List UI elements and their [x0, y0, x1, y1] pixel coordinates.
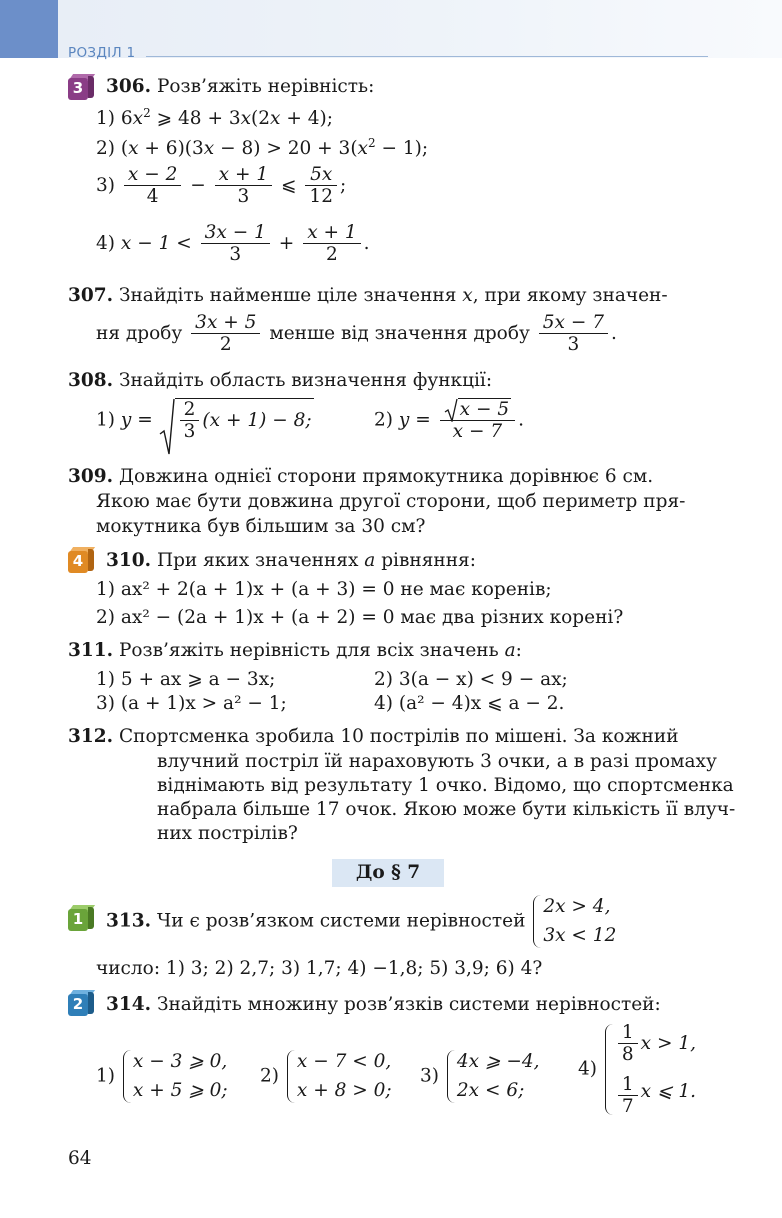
problem-306-item-4: 4) x − 1 < $\frac{3x - 1}{3}$ + $\frac{x + 1}{2}$ . [96, 222, 370, 266]
problem-312-line-2: влучний постріл їй нараховують 3 очки, а в разі промаху [157, 751, 717, 772]
problem-308-item-2: 2) y = $\frac{x - 5}{x - 7}$ . [374, 399, 524, 443]
problem-310-item-2: 2) ax² − (2a + 1)x + (a + 2) = 0 має два різних корені? [96, 607, 624, 628]
problem-306-item-1: 1) $6x^2$ ⩾ 48 + 3x(2x + 4); [96, 106, 333, 130]
level-3-cube-icon: 3 [68, 74, 94, 100]
problem-311-item-3: 3) (a + 1)x > a² − 1; [96, 693, 287, 714]
problem-311-item-2: 2) 3(a − x) < 9 − ax; [374, 669, 568, 690]
fraction: $\frac{x - 5}{x - 7}$ [440, 398, 515, 443]
level-4-cube-icon: 4 [68, 547, 94, 573]
problem-312-line-4: набрала більше 17 очок. Якою може бути кількість її влуч- [157, 799, 736, 820]
problem-311-item-1: 1) 5 + ax ⩾ a − 3x; [96, 669, 276, 690]
problem-306-title: 306. Розв’яжіть нерівність: [106, 76, 375, 97]
problem-312-line-3: віднімають від результату 1 очко. Відомо, що спортсменка [157, 775, 734, 796]
problem-314-system-1: 1) x − 3 ⩾ 0, x + 5 ⩾ 0; [96, 1048, 228, 1105]
fraction: $\frac{x + 1}{3}$ [215, 164, 272, 208]
problem-311-title: 311. Розв’яжіть нерівність для всіх значень a: [68, 640, 522, 661]
problem-310-item-1: 1) ax² + 2(a + 1)x + (a + 3) = 0 не має коренів; [96, 579, 552, 600]
page-number: 64 [68, 1148, 92, 1169]
problem-306-item-3: 3) $\frac{x - 2}{4}$ − $\frac{x + 1}{3}$ ⩽ $\frac{5x}{12}$ ; [96, 164, 347, 208]
problem-314-system-2: 2) x − 7 < 0, x + 8 > 0; [260, 1048, 392, 1105]
problem-309-line-2: Якою має бути довжина другої сторони, щоб периметр пря- [96, 491, 686, 512]
section-subheading: До § 7 [332, 859, 444, 887]
problem-311-item-4: 4) (a² − 4)x ⩽ a − 2. [374, 693, 565, 714]
fraction: $\frac{x - 2}{4}$ [124, 164, 181, 208]
problem-306-item-2: 2) $(x + 6)(3x - 8) > 20 + 3(x^2 - 1)$; [96, 136, 429, 160]
fraction: $\frac{3x - 1}{3}$ [201, 222, 270, 266]
level-1-cube-icon: 1 [68, 905, 94, 931]
fraction: $\frac{5x - 7}{3}$ [539, 312, 608, 356]
fraction: $\frac{3x + 5}{2}$ [191, 312, 260, 356]
section-label: РОЗДІЛ 1 [68, 45, 136, 61]
problem-313-options: число: 1) 3; 2) 2,7; 3) 1,7; 4) −1,8; 5) 3,9; 6) 4? [96, 958, 543, 979]
fraction: $\frac{5x}{12}$ [305, 164, 337, 208]
section-rule [146, 56, 708, 57]
fraction: $\frac{x + 1}{2}$ [303, 222, 360, 266]
corner-block [0, 0, 58, 58]
problem-308-item-1: 1) y = $\frac{2}{3}$ (x + 1) − 8; [96, 398, 314, 443]
problem-312-line-1: 312. Спортсменка зробила 10 пострілів по мішені. За кожний [68, 726, 679, 747]
problem-309-line-3: мокутника був більшим за 30 см? [96, 516, 426, 537]
problem-314-system-4: 4) $\frac{1}{8}$ x > 1, $\frac{1}{7}$ x ⩽ 1. [578, 1022, 697, 1117]
problem-307-line-1: 307. Знайдіть найменше ціле значення x, при якому значен- [68, 285, 668, 306]
fraction: $\frac{2}{3}$ [180, 399, 200, 443]
problem-313-title: 313. Чи є розв’язком системи нерівностей 2x > 4, 3x < 12 [106, 893, 616, 950]
problem-314-system-3: 3) 4x ⩾ −4, 2x < 6; [420, 1048, 540, 1105]
level-2-cube-icon: 2 [68, 990, 94, 1016]
problem-312-line-5: них пострілів? [157, 823, 298, 844]
problem-314-title: 314. Знайдіть множину розв’язків системи нерівностей: [106, 994, 661, 1015]
problem-310-title: 310. При яких значеннях a рівняння: [106, 550, 476, 571]
inequality-system: 2x > 4, 3x < 12 [531, 893, 616, 950]
problem-308-title: 308. Знайдіть область визначення функції: [68, 370, 493, 391]
problem-307-line-2: ня дробу $\frac{3x + 5}{2}$ менше від значення дробу $\frac{5x - 7}{3}$ . [96, 312, 617, 356]
square-root: $\frac{2}{3}$ (x + 1) − 8; [159, 398, 314, 443]
problem-309-line-1: 309. Довжина однієї сторони прямокутника дорівнює 6 см. [68, 466, 654, 487]
